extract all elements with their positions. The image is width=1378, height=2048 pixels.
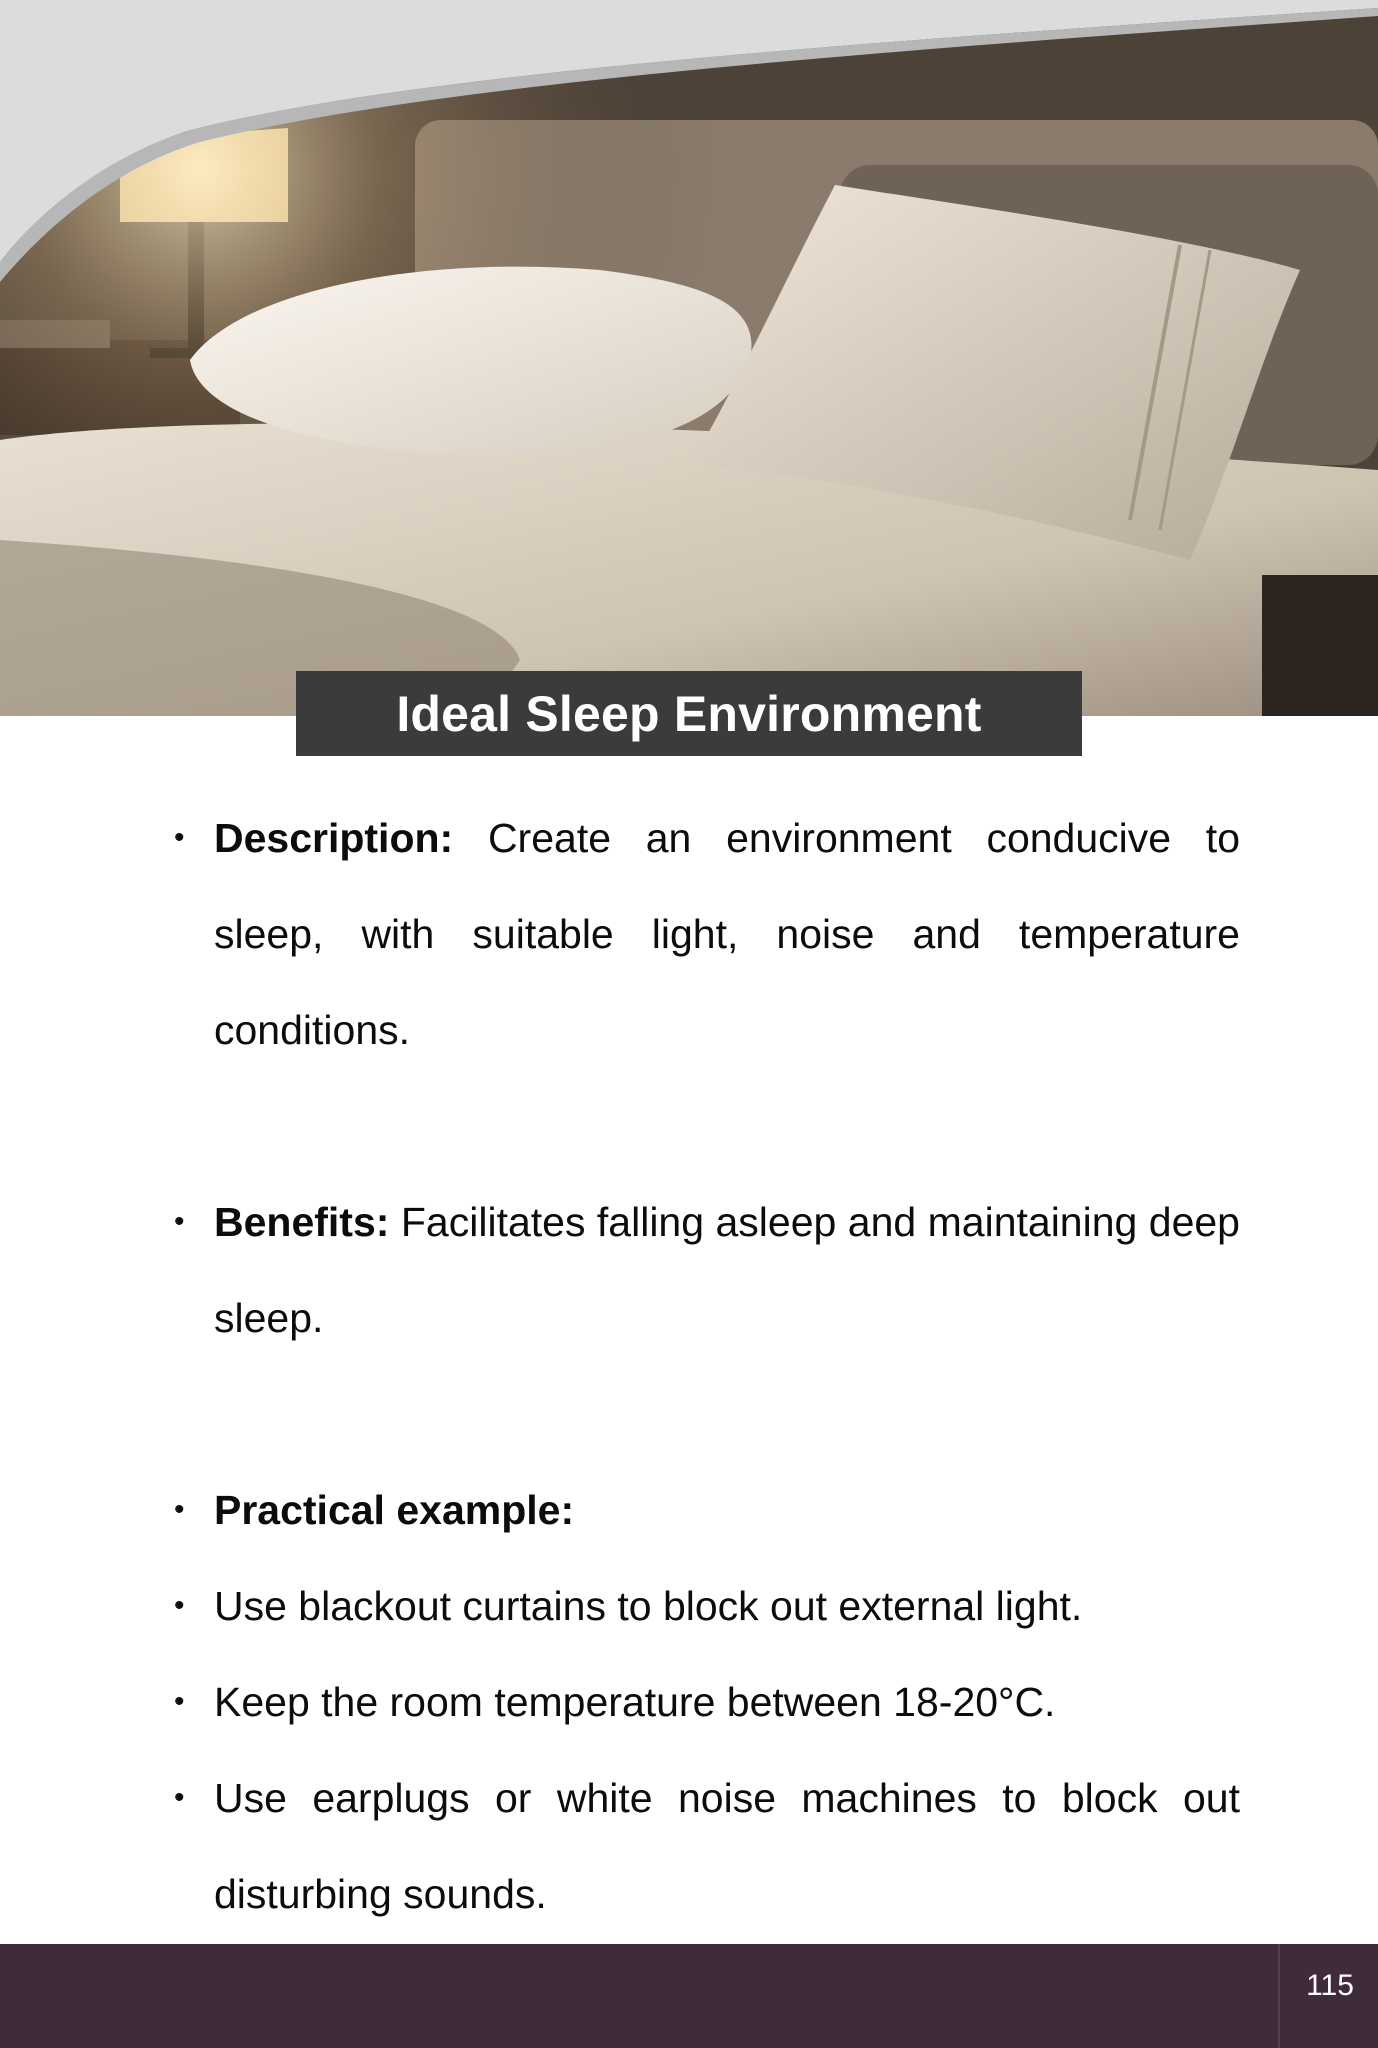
benefits-text: Facilitates falling asleep and maintaining deep sleep. — [214, 1199, 1240, 1341]
example-text: Use earplugs or white noise machines to block out disturbing sounds. — [214, 1775, 1240, 1917]
spacer — [170, 1078, 1240, 1174]
footer-divider — [1278, 1944, 1280, 2048]
benefits-label: Benefits: — [214, 1199, 390, 1245]
example-text: Keep the room temperature between 18-20°C. — [214, 1679, 1056, 1725]
description-label: Description: — [214, 815, 454, 861]
example-text: Use blackout curtains to block out external light. — [214, 1583, 1083, 1629]
content-list — [170, 790, 1240, 1942]
page-title: Ideal Sleep Environment — [396, 685, 982, 742]
example-item — [170, 1558, 1240, 1654]
bullet-benefits — [170, 1174, 1240, 1366]
practical-example-label: Practical example: — [214, 1487, 575, 1533]
title-banner — [296, 671, 1082, 756]
example-item — [170, 1654, 1240, 1750]
description-text: Create an environment conducive to sleep, with suitable light, noise and temperature conditions. — [214, 815, 1240, 1053]
page-number: 115 — [1306, 1969, 1354, 2002]
hero-image — [0, 0, 1378, 716]
bedroom-illustration — [0, 0, 1378, 716]
bullet-description — [170, 790, 1240, 1078]
example-item — [170, 1750, 1240, 1942]
bullet-practical-example — [170, 1462, 1240, 1558]
spacer — [170, 1366, 1240, 1462]
footer-bar — [0, 1944, 1378, 2048]
